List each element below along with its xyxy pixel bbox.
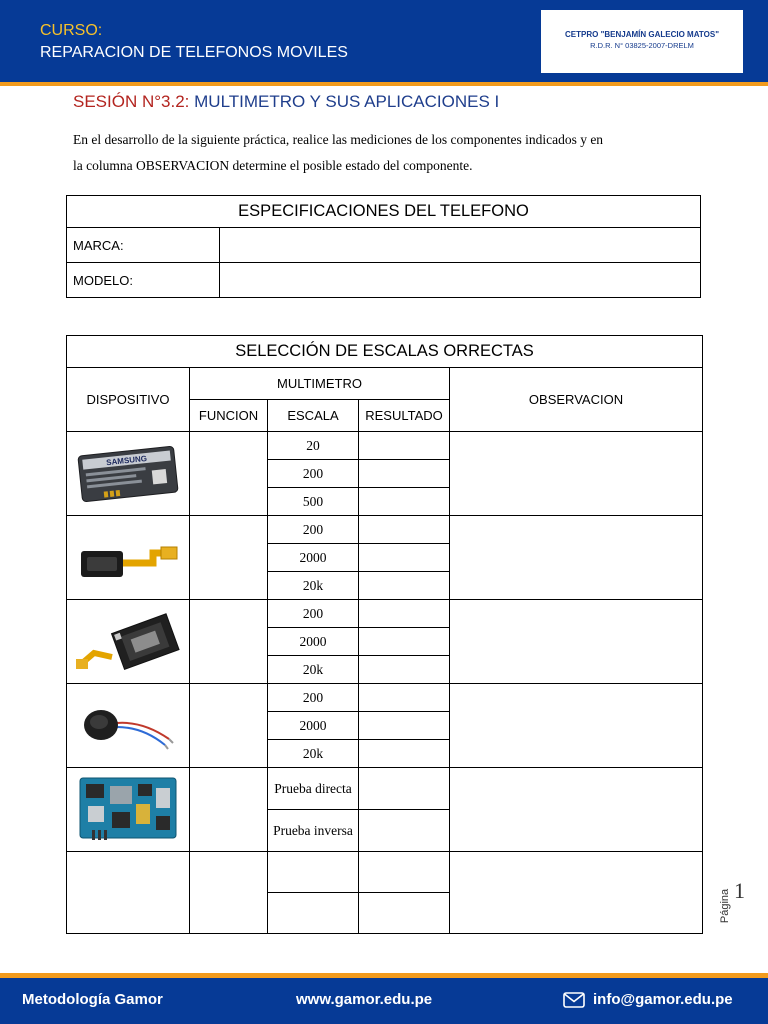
course-label: CURSO: [40, 22, 103, 39]
observation-cell[interactable] [450, 516, 703, 600]
empty-scale-cell[interactable] [268, 852, 359, 893]
speaker-function-cell[interactable] [190, 600, 268, 684]
course-name: REPARACION DE TELEFONOS MOVILES [40, 44, 348, 61]
scale-value: 200 [268, 684, 359, 712]
result-cell[interactable] [359, 600, 450, 628]
modelo-field[interactable] [220, 263, 701, 298]
page-header [0, 0, 768, 82]
result-header: RESULTADO [359, 400, 450, 432]
instructions [73, 127, 713, 179]
result-cell[interactable] [359, 516, 450, 544]
table-row [67, 432, 703, 460]
table-row [67, 684, 703, 712]
scale-value: 20 [268, 432, 359, 460]
instructions-line-2: la columna OBSERVACION determine el posible estado del componente. [73, 158, 473, 173]
session-title [73, 92, 499, 112]
result-cell[interactable] [359, 544, 450, 572]
board-function-cell[interactable] [190, 768, 268, 852]
scale-value: 2000 [268, 628, 359, 656]
result-cell[interactable] [359, 810, 450, 852]
scale-value: 200 [268, 600, 359, 628]
table-row [67, 768, 703, 810]
footer-website-link[interactable]: www.gamor.edu.pe [296, 991, 433, 1008]
empty-scale-cell[interactable] [268, 893, 359, 934]
battery-function-cell[interactable] [190, 432, 268, 516]
result-cell[interactable] [359, 684, 450, 712]
session-name: MULTIMETRO Y SUS APLICACIONES I [189, 92, 500, 111]
observation-cell[interactable] [450, 852, 703, 934]
scales-title: SELECCIÓN DE ESCALAS ORRECTAS [67, 336, 703, 368]
page-number-value: 1 [734, 878, 745, 903]
scales-table [66, 335, 703, 934]
result-cell[interactable] [359, 460, 450, 488]
session-code: SESIÓN N°3.2: [73, 92, 190, 111]
speaker-image [67, 600, 190, 684]
scale-value: Prueba inversa [268, 810, 359, 852]
table-row [67, 516, 703, 544]
header-stripe [0, 82, 768, 86]
observation-cell[interactable] [450, 432, 703, 516]
scale-value: 20k [268, 572, 359, 600]
page-footer [0, 978, 768, 1024]
result-cell[interactable] [359, 712, 450, 740]
table-row [67, 852, 703, 893]
scale-value: 200 [268, 460, 359, 488]
footer-brand: Metodología Gamor [22, 991, 163, 1008]
marca-label: MARCA: [67, 228, 220, 263]
observation-cell[interactable] [450, 684, 703, 768]
observation-cell[interactable] [450, 600, 703, 684]
page-number [719, 878, 752, 938]
vibrator-function-cell[interactable] [190, 684, 268, 768]
scale-value: 20k [268, 740, 359, 768]
result-cell[interactable] [359, 628, 450, 656]
phone-specs-table [66, 195, 701, 298]
result-cell[interactable] [359, 893, 450, 934]
result-cell[interactable] [359, 656, 450, 684]
footer-email-link[interactable]: info@gamor.edu.pe [593, 991, 733, 1008]
empty-device-cell[interactable] [67, 852, 190, 934]
result-cell[interactable] [359, 488, 450, 516]
logo-name: CETPRO "BENJAMÍN GALECIO MATOS" [565, 30, 719, 39]
result-cell[interactable] [359, 852, 450, 893]
device-header: DISPOSITIVO [67, 368, 190, 432]
earpiece-image [67, 516, 190, 600]
earpiece-function-cell[interactable] [190, 516, 268, 600]
envelope-icon [563, 992, 585, 1012]
scale-value: 200 [268, 516, 359, 544]
result-cell[interactable] [359, 432, 450, 460]
page-label: Página [719, 888, 732, 924]
specs-title: ESPECIFICACIONES DEL TELEFONO [67, 196, 701, 228]
result-cell[interactable] [359, 740, 450, 768]
result-cell[interactable] [359, 768, 450, 810]
empty-function-cell[interactable] [190, 852, 268, 934]
svg-text:SAMSUNG: SAMSUNG [105, 453, 148, 467]
modelo-label: MODELO: [67, 263, 220, 298]
scale-value: 20k [268, 656, 359, 684]
result-cell[interactable] [359, 572, 450, 600]
marca-field[interactable] [220, 228, 701, 263]
scale-header: ESCALA [268, 400, 359, 432]
table-row [67, 600, 703, 628]
scale-value: 2000 [268, 544, 359, 572]
logic-board-image [67, 768, 190, 852]
vibrator-image [67, 684, 190, 768]
multimeter-header: MULTIMETRO [190, 368, 450, 400]
scale-value: Prueba directa [268, 768, 359, 810]
logo-resolution: R.D.R. N° 03825-2007-DRELM [590, 41, 694, 50]
scale-value: 500 [268, 488, 359, 516]
function-header: FUNCION [190, 400, 268, 432]
scale-value: 2000 [268, 712, 359, 740]
institution-logo [541, 10, 743, 73]
observation-cell[interactable] [450, 768, 703, 852]
instructions-line-1: En el desarrollo de la siguiente práctica, realice las mediciones de los componentes indicados y en [73, 132, 604, 147]
battery-image [67, 432, 190, 516]
observation-header: OBSERVACION [450, 368, 703, 432]
